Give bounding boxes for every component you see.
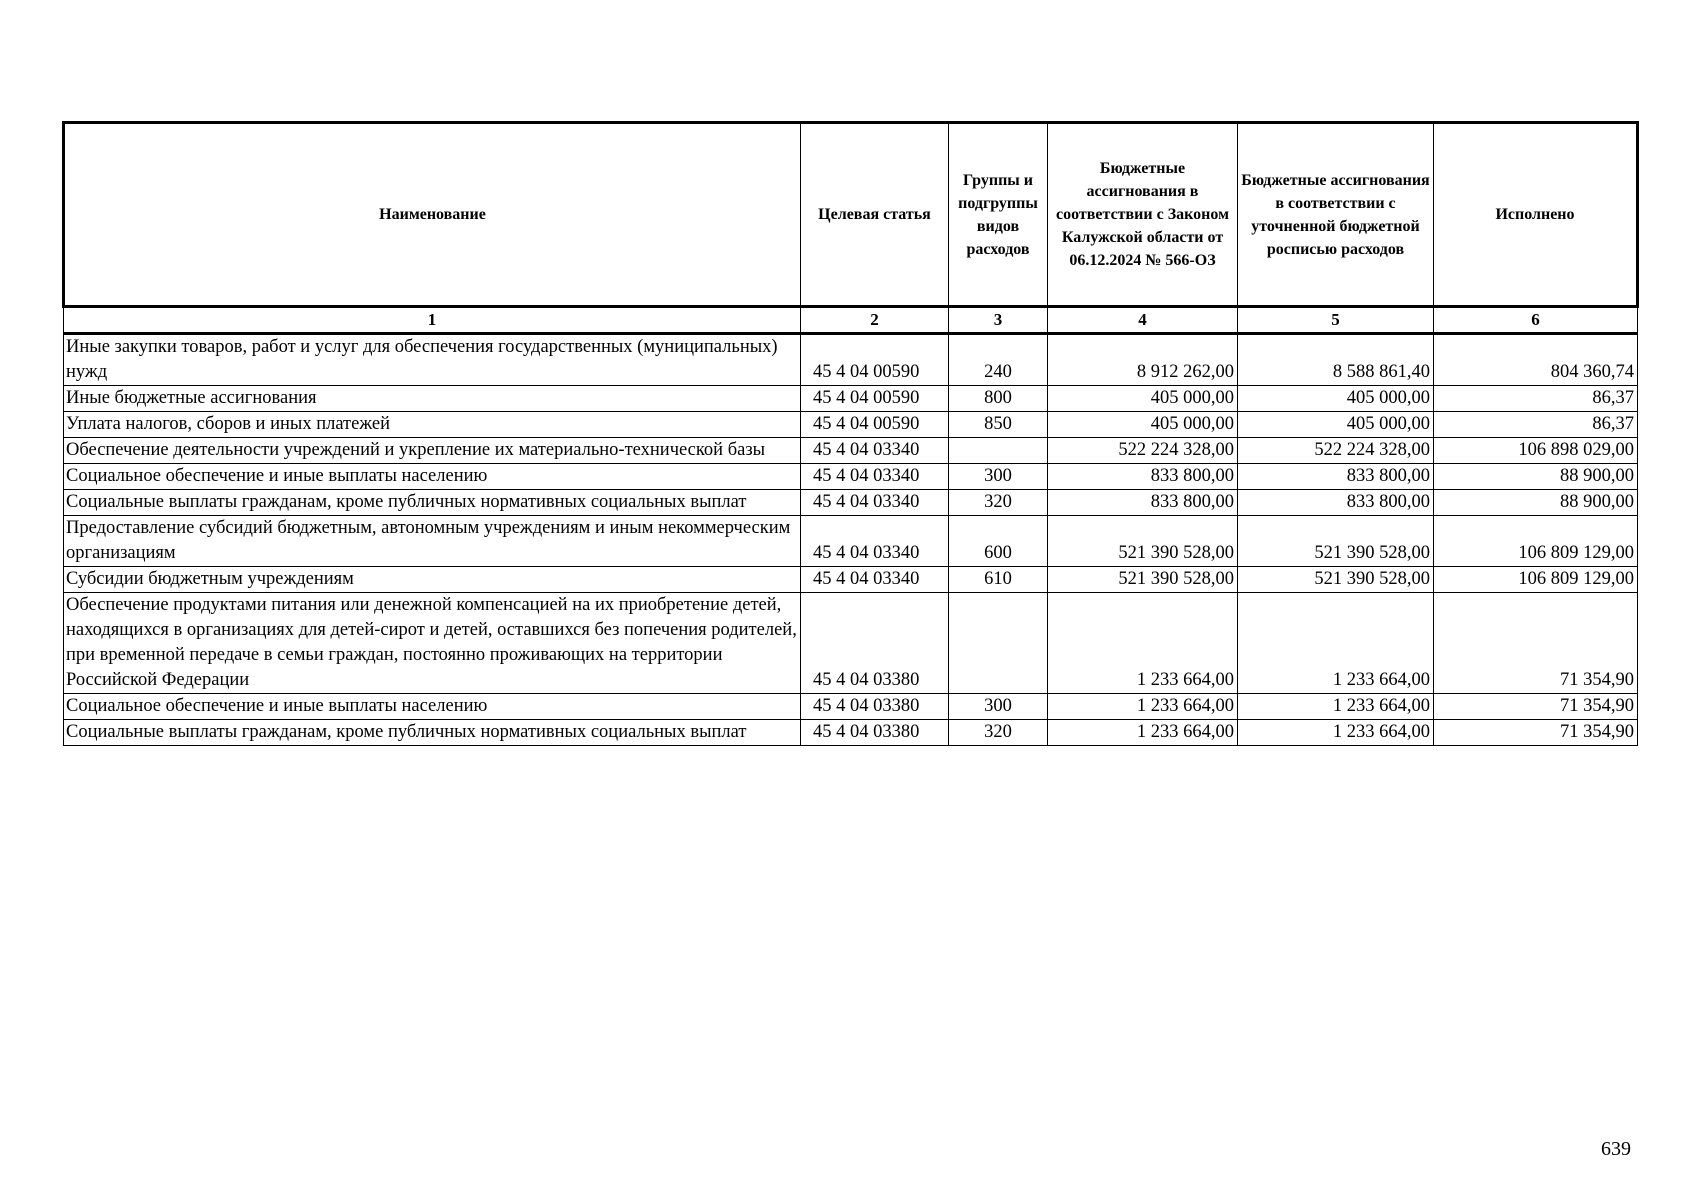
row-name: Социальные выплаты гражданам, кроме публичных нормативных социальных выплат — [64, 490, 801, 516]
row-executed: 71 354,90 — [1434, 694, 1638, 720]
column-number: 6 — [1434, 307, 1638, 334]
row-name: Субсидии бюджетным учреждениям — [64, 567, 801, 593]
row-expense-group: 610 — [949, 567, 1048, 593]
row-expense-group: 320 — [949, 720, 1048, 746]
header-expense-groups: Группы и подгруппы видов расходов — [949, 123, 1048, 307]
row-expense-group: 600 — [949, 516, 1048, 567]
row-refined-allocation: 1 233 664,00 — [1238, 720, 1434, 746]
row-expense-group: 240 — [949, 334, 1048, 386]
table-row — [64, 386, 1638, 412]
row-executed: 71 354,90 — [1434, 593, 1638, 694]
row-target-article: 45 4 04 03380 — [801, 694, 949, 720]
header-row — [64, 123, 1638, 307]
row-executed: 804 360,74 — [1434, 334, 1638, 386]
row-name: Социальное обеспечение и иные выплаты населению — [64, 694, 801, 720]
row-executed: 106 809 129,00 — [1434, 516, 1638, 567]
row-executed: 106 809 129,00 — [1434, 567, 1638, 593]
row-name: Иные бюджетные ассигнования — [64, 386, 801, 412]
row-executed: 71 354,90 — [1434, 720, 1638, 746]
row-name: Обеспечение деятельности учреждений и укрепление их материально-технической базы — [64, 438, 801, 464]
row-name: Предоставление субсидий бюджетным, автономным учреждениям и иным некоммерческим организациям — [64, 516, 801, 567]
row-name: Уплата налогов, сборов и иных платежей — [64, 412, 801, 438]
row-law-allocation: 1 233 664,00 — [1048, 720, 1238, 746]
row-law-allocation: 8 912 262,00 — [1048, 334, 1238, 386]
row-target-article: 45 4 04 00590 — [801, 386, 949, 412]
row-expense-group: 300 — [949, 694, 1048, 720]
row-target-article: 45 4 04 03380 — [801, 593, 949, 694]
column-number: 3 — [949, 307, 1048, 334]
row-name: Социальное обеспечение и иные выплаты населению — [64, 464, 801, 490]
row-refined-allocation: 522 224 328,00 — [1238, 438, 1434, 464]
header-refined-allocations: Бюджетные ассигнования в соответствии с уточненной бюджетной росписью расходов — [1238, 123, 1434, 307]
column-number: 1 — [64, 307, 801, 334]
row-executed: 106 898 029,00 — [1434, 438, 1638, 464]
row-refined-allocation: 833 800,00 — [1238, 490, 1434, 516]
table-row — [64, 516, 1638, 567]
budget-table — [62, 121, 1639, 746]
table-row — [64, 490, 1638, 516]
table-row — [64, 334, 1638, 386]
row-expense-group — [949, 438, 1048, 464]
row-law-allocation: 521 390 528,00 — [1048, 516, 1238, 567]
row-expense-group: 320 — [949, 490, 1048, 516]
row-refined-allocation: 1 233 664,00 — [1238, 694, 1434, 720]
row-law-allocation: 405 000,00 — [1048, 412, 1238, 438]
row-name: Социальные выплаты гражданам, кроме публичных нормативных социальных выплат — [64, 720, 801, 746]
row-refined-allocation: 405 000,00 — [1238, 412, 1434, 438]
row-executed: 88 900,00 — [1434, 464, 1638, 490]
row-target-article: 45 4 04 03340 — [801, 464, 949, 490]
row-law-allocation: 833 800,00 — [1048, 490, 1238, 516]
row-target-article: 45 4 04 03340 — [801, 567, 949, 593]
page-number: 639 — [1601, 1138, 1631, 1160]
row-name: Иные закупки товаров, работ и услуг для обеспечения государственных (муниципальных) нужд — [64, 334, 801, 386]
row-law-allocation: 521 390 528,00 — [1048, 567, 1238, 593]
row-refined-allocation: 8 588 861,40 — [1238, 334, 1434, 386]
table-row — [64, 412, 1638, 438]
row-law-allocation: 1 233 664,00 — [1048, 694, 1238, 720]
row-law-allocation: 522 224 328,00 — [1048, 438, 1238, 464]
row-target-article: 45 4 04 00590 — [801, 412, 949, 438]
header-target-article: Целевая статья — [801, 123, 949, 307]
row-expense-group: 850 — [949, 412, 1048, 438]
row-refined-allocation: 405 000,00 — [1238, 386, 1434, 412]
table-row — [64, 720, 1638, 746]
column-number: 5 — [1238, 307, 1434, 334]
table-row — [64, 567, 1638, 593]
row-executed: 88 900,00 — [1434, 490, 1638, 516]
row-target-article: 45 4 04 03340 — [801, 516, 949, 567]
row-name: Обеспечение продуктами питания или денежной компенсацией на их приобретение детей, находящихся в организациях для детей-сирот и детей, оставшихся без попечения родителей, при временной передаче в семьи граждан, постоянно проживающих на территории Российской Федерации — [64, 593, 801, 694]
header-law-allocations: Бюджетные ассигнования в соответствии с Законом Калужской области от 06.12.2024 № 566-ОЗ — [1048, 123, 1238, 307]
row-executed: 86,37 — [1434, 412, 1638, 438]
row-law-allocation: 405 000,00 — [1048, 386, 1238, 412]
row-refined-allocation: 1 233 664,00 — [1238, 593, 1434, 694]
table-row — [64, 438, 1638, 464]
table-row — [64, 694, 1638, 720]
column-number: 4 — [1048, 307, 1238, 334]
row-expense-group: 800 — [949, 386, 1048, 412]
table-row — [64, 464, 1638, 490]
header-name: Наименование — [64, 123, 801, 307]
row-target-article: 45 4 04 03380 — [801, 720, 949, 746]
row-refined-allocation: 521 390 528,00 — [1238, 516, 1434, 567]
table-row — [64, 593, 1638, 694]
row-refined-allocation: 521 390 528,00 — [1238, 567, 1434, 593]
row-target-article: 45 4 04 03340 — [801, 438, 949, 464]
row-law-allocation: 833 800,00 — [1048, 464, 1238, 490]
row-expense-group: 300 — [949, 464, 1048, 490]
row-target-article: 45 4 04 00590 — [801, 334, 949, 386]
row-expense-group — [949, 593, 1048, 694]
row-executed: 86,37 — [1434, 386, 1638, 412]
row-law-allocation: 1 233 664,00 — [1048, 593, 1238, 694]
row-target-article: 45 4 04 03340 — [801, 490, 949, 516]
row-refined-allocation: 833 800,00 — [1238, 464, 1434, 490]
column-number-row — [64, 307, 1638, 334]
column-number: 2 — [801, 307, 949, 334]
header-executed: Исполнено — [1434, 123, 1638, 307]
